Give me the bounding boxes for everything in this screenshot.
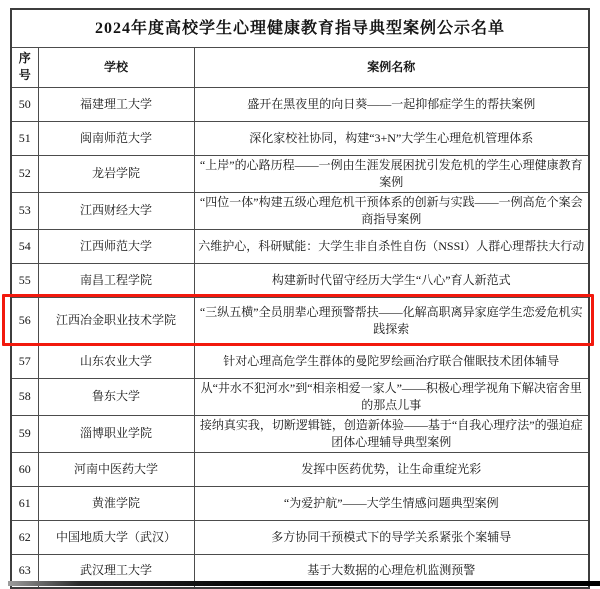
cell-school: 淄博职业学院 <box>38 415 194 452</box>
cell-case: 接纳真实我，切断逻辑链，创造新体验——基于“自我心理疗法”的强迫症团体心理辅导典型案例 <box>194 415 589 452</box>
cell-case: 多方协同干预模式下的导学关系紧张个案辅导 <box>194 520 589 554</box>
cell-school: 山东农业大学 <box>38 344 194 378</box>
cell-case: 针对心理高危学生群体的曼陀罗绘画治疗联合催眠技术团体辅导 <box>194 344 589 378</box>
cell-num: 58 <box>11 378 38 415</box>
col-header-school: 学校 <box>38 47 194 87</box>
cell-school: 福建理工大学 <box>38 87 194 121</box>
cell-case: 盛开在黑夜里的向日葵——一起抑郁症学生的帮扶案例 <box>194 87 589 121</box>
cell-num: 52 <box>11 155 38 192</box>
table-row <box>11 415 589 452</box>
title-row <box>11 9 589 47</box>
cell-num: 62 <box>11 520 38 554</box>
cell-school: 南昌工程学院 <box>38 263 194 297</box>
cell-school: 武汉理工大学 <box>38 554 194 588</box>
table-row <box>11 87 589 121</box>
cell-num: 57 <box>11 344 38 378</box>
cell-school: 江西冶金职业技术学院 <box>38 297 194 344</box>
table-row <box>11 263 589 297</box>
table-row <box>11 192 589 229</box>
cell-case: “上岸”的心路历程——一例由生涯发展困扰引发危机的学生心理健康教育案例 <box>194 155 589 192</box>
cell-num: 51 <box>11 121 38 155</box>
cell-school: 江西财经大学 <box>38 192 194 229</box>
cell-school: 河南中医药大学 <box>38 452 194 486</box>
bottom-edge-shadow <box>8 581 600 586</box>
col-header-case: 案例名称 <box>194 47 589 87</box>
cases-table <box>10 8 590 589</box>
cell-case: 深化家校社协同，构建“3+N”大学生心理危机管理体系 <box>194 121 589 155</box>
table-row <box>11 297 589 344</box>
cell-num: 54 <box>11 229 38 263</box>
table-row <box>11 121 589 155</box>
table-row <box>11 486 589 520</box>
cell-case: “三纵五横”全员朋辈心理预警帮扶——化解高职离异家庭学生恋爱危机实践探索 <box>194 297 589 344</box>
table-row <box>11 155 589 192</box>
cell-num: 60 <box>11 452 38 486</box>
table-row <box>11 452 589 486</box>
table-row <box>11 229 589 263</box>
cell-school: 龙岩学院 <box>38 155 194 192</box>
cell-case: 六维护心，科研赋能：大学生非自杀性自伤（NSSI）人群心理帮扶大行动 <box>194 229 589 263</box>
table-row <box>11 520 589 554</box>
cell-num: 59 <box>11 415 38 452</box>
cell-school: 江西师范大学 <box>38 229 194 263</box>
cell-school: 中国地质大学（武汉） <box>38 520 194 554</box>
cell-num: 63 <box>11 554 38 588</box>
cell-num: 56 <box>11 297 38 344</box>
cell-case: 从“井水不犯河水”到“相亲相爱一家人”——积极心理学视角下解决宿舍里的那点儿事 <box>194 378 589 415</box>
cell-num: 53 <box>11 192 38 229</box>
cell-case: 发挥中医药优势，让生命重绽光彩 <box>194 452 589 486</box>
page-title: 2024年度高校学生心理健康教育指导典型案例公示名单 <box>11 9 589 47</box>
cell-num: 50 <box>11 87 38 121</box>
cell-school: 闽南师范大学 <box>38 121 194 155</box>
table-row <box>11 344 589 378</box>
header-row <box>11 47 589 87</box>
cell-case: “四位一体”构建五级心理危机干预体系的创新与实践——一例高危个案会商指导案例 <box>194 192 589 229</box>
cell-case: 基于大数据的心理危机监测预警 <box>194 554 589 588</box>
cell-case: “为爱护航”——大学生情感问题典型案例 <box>194 486 589 520</box>
table-row <box>11 378 589 415</box>
cell-school: 黄淮学院 <box>38 486 194 520</box>
cell-school: 鲁东大学 <box>38 378 194 415</box>
cell-case: 构建新时代留守经历大学生“八心”育人新范式 <box>194 263 589 297</box>
cell-num: 55 <box>11 263 38 297</box>
col-header-index: 序号 <box>11 47 38 87</box>
cell-num: 61 <box>11 486 38 520</box>
